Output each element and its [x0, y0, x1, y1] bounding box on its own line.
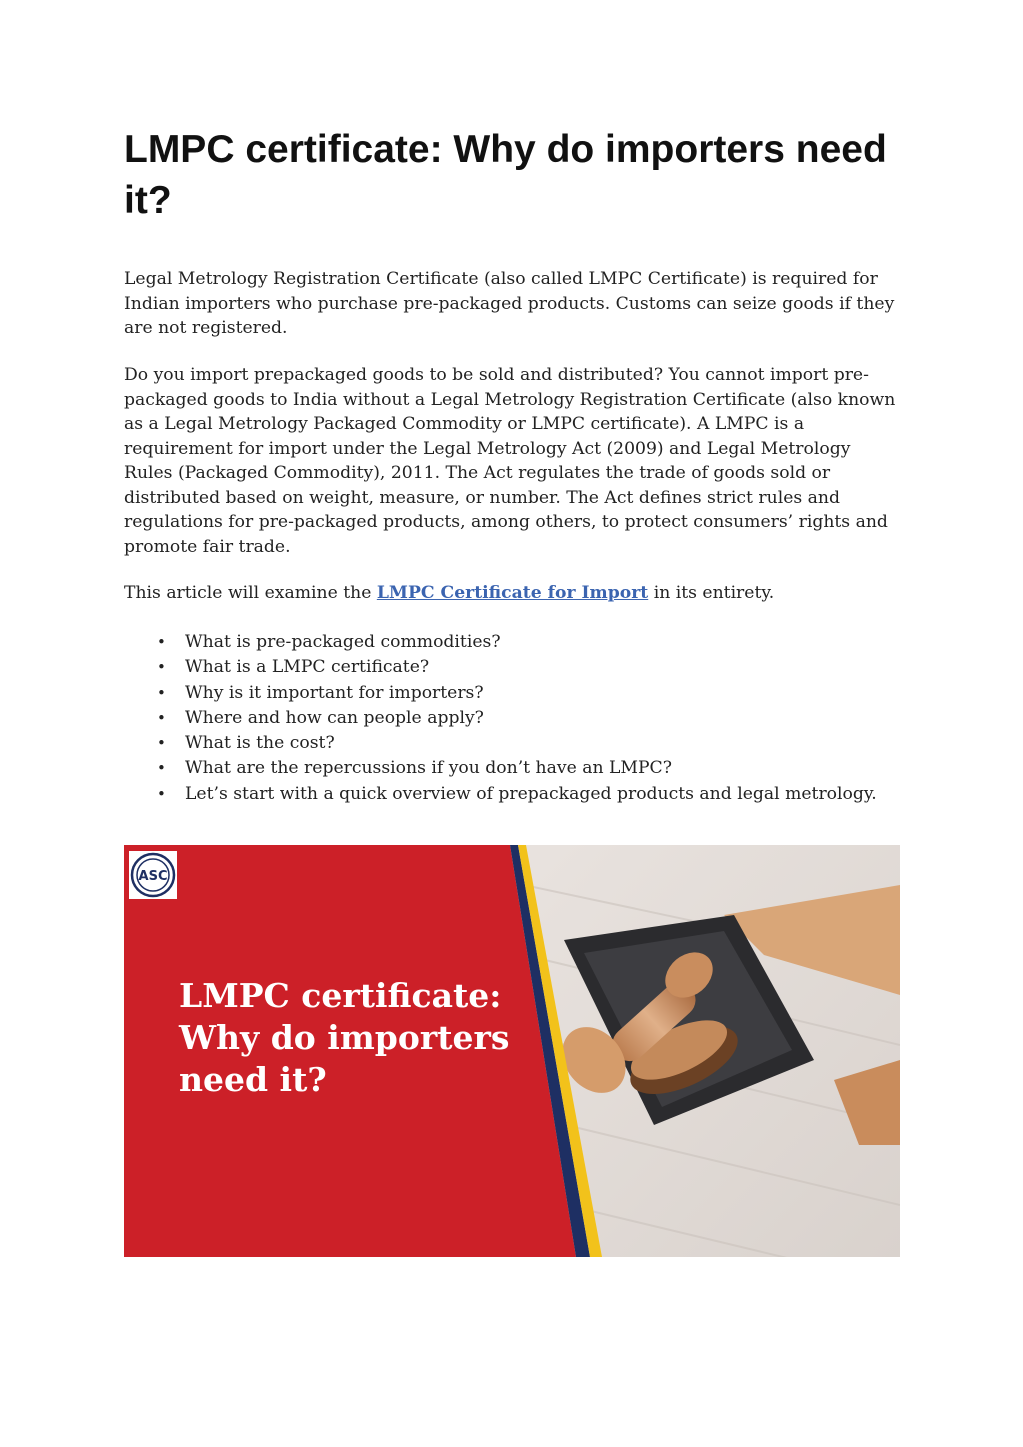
list-item-text: Let’s start with a quick overview of prepackaged products and legal metrology. — [185, 783, 877, 804]
banner-headline-line-3: need it? — [179, 1060, 327, 1099]
lmpc-import-link[interactable]: LMPC Certificate for Import — [376, 583, 649, 603]
article-scope-paragraph — [124, 581, 904, 606]
bullet-icon: • — [157, 633, 166, 651]
banner-headline-line-2: Why do importers — [179, 1018, 510, 1057]
banner-headline-line-1: LMPC certificate: — [179, 976, 502, 1015]
list-item — [124, 782, 904, 807]
scope-text-before: This article will examine the — [124, 583, 377, 603]
bullet-icon: • — [157, 683, 166, 702]
bullet-icon: • — [157, 759, 166, 778]
list-item-text: Why is it important for importers? — [185, 682, 484, 703]
list-item — [124, 681, 904, 706]
list-item-text: What is pre-packaged commodities? — [185, 632, 501, 652]
list-item — [124, 706, 904, 731]
page-title: LMPC certificate: Why do importers need it? — [124, 128, 887, 222]
hero-banner-image — [124, 845, 900, 1257]
bullet-icon: • — [157, 658, 166, 677]
list-item — [124, 731, 904, 756]
asc-logo — [129, 851, 177, 899]
scope-text-after: in its entirety. — [648, 583, 775, 603]
list-item — [124, 756, 904, 781]
list-item — [124, 630, 904, 655]
list-item-text: What is the cost? — [185, 733, 335, 754]
bullet-icon: • — [157, 784, 166, 803]
logo-text: ASC — [138, 869, 168, 884]
bullet-icon: • — [157, 734, 166, 753]
list-item-text: What is a LMPC certificate? — [185, 657, 430, 678]
list-item — [124, 655, 904, 680]
bullet-icon: • — [157, 708, 166, 727]
list-item-text: What are the repercussions if you don’t have an LMPC? — [185, 758, 672, 779]
intro-paragraph: Legal Metrology Registration Certificate (also called LMPC Certificate) is required for Indian importers who purchase pre-packaged products. Customs can seize goods if they are not registered. — [124, 269, 895, 338]
body-paragraph: Do you import prepackaged goods to be sold and distributed? You cannot import pre-packaged goods to India without a Legal Metrology Registration Certificate (also known as a Legal Metrology Packaged Commodity or LMPC certificate). A LMPC is a requirement for import under the Legal Metrology Act (2009) and Legal Metrology Rules (Packaged Commodity), 2011. The Act regulates the trade of goods sold or distributed based on weight, measure, or number. The Act defines strict rules and regulations for pre-packaged products, among others, to protect consumers’ rights and promote fair trade. — [124, 365, 896, 557]
list-item-text: Where and how can people apply? — [185, 707, 484, 728]
topics-list — [124, 630, 904, 807]
